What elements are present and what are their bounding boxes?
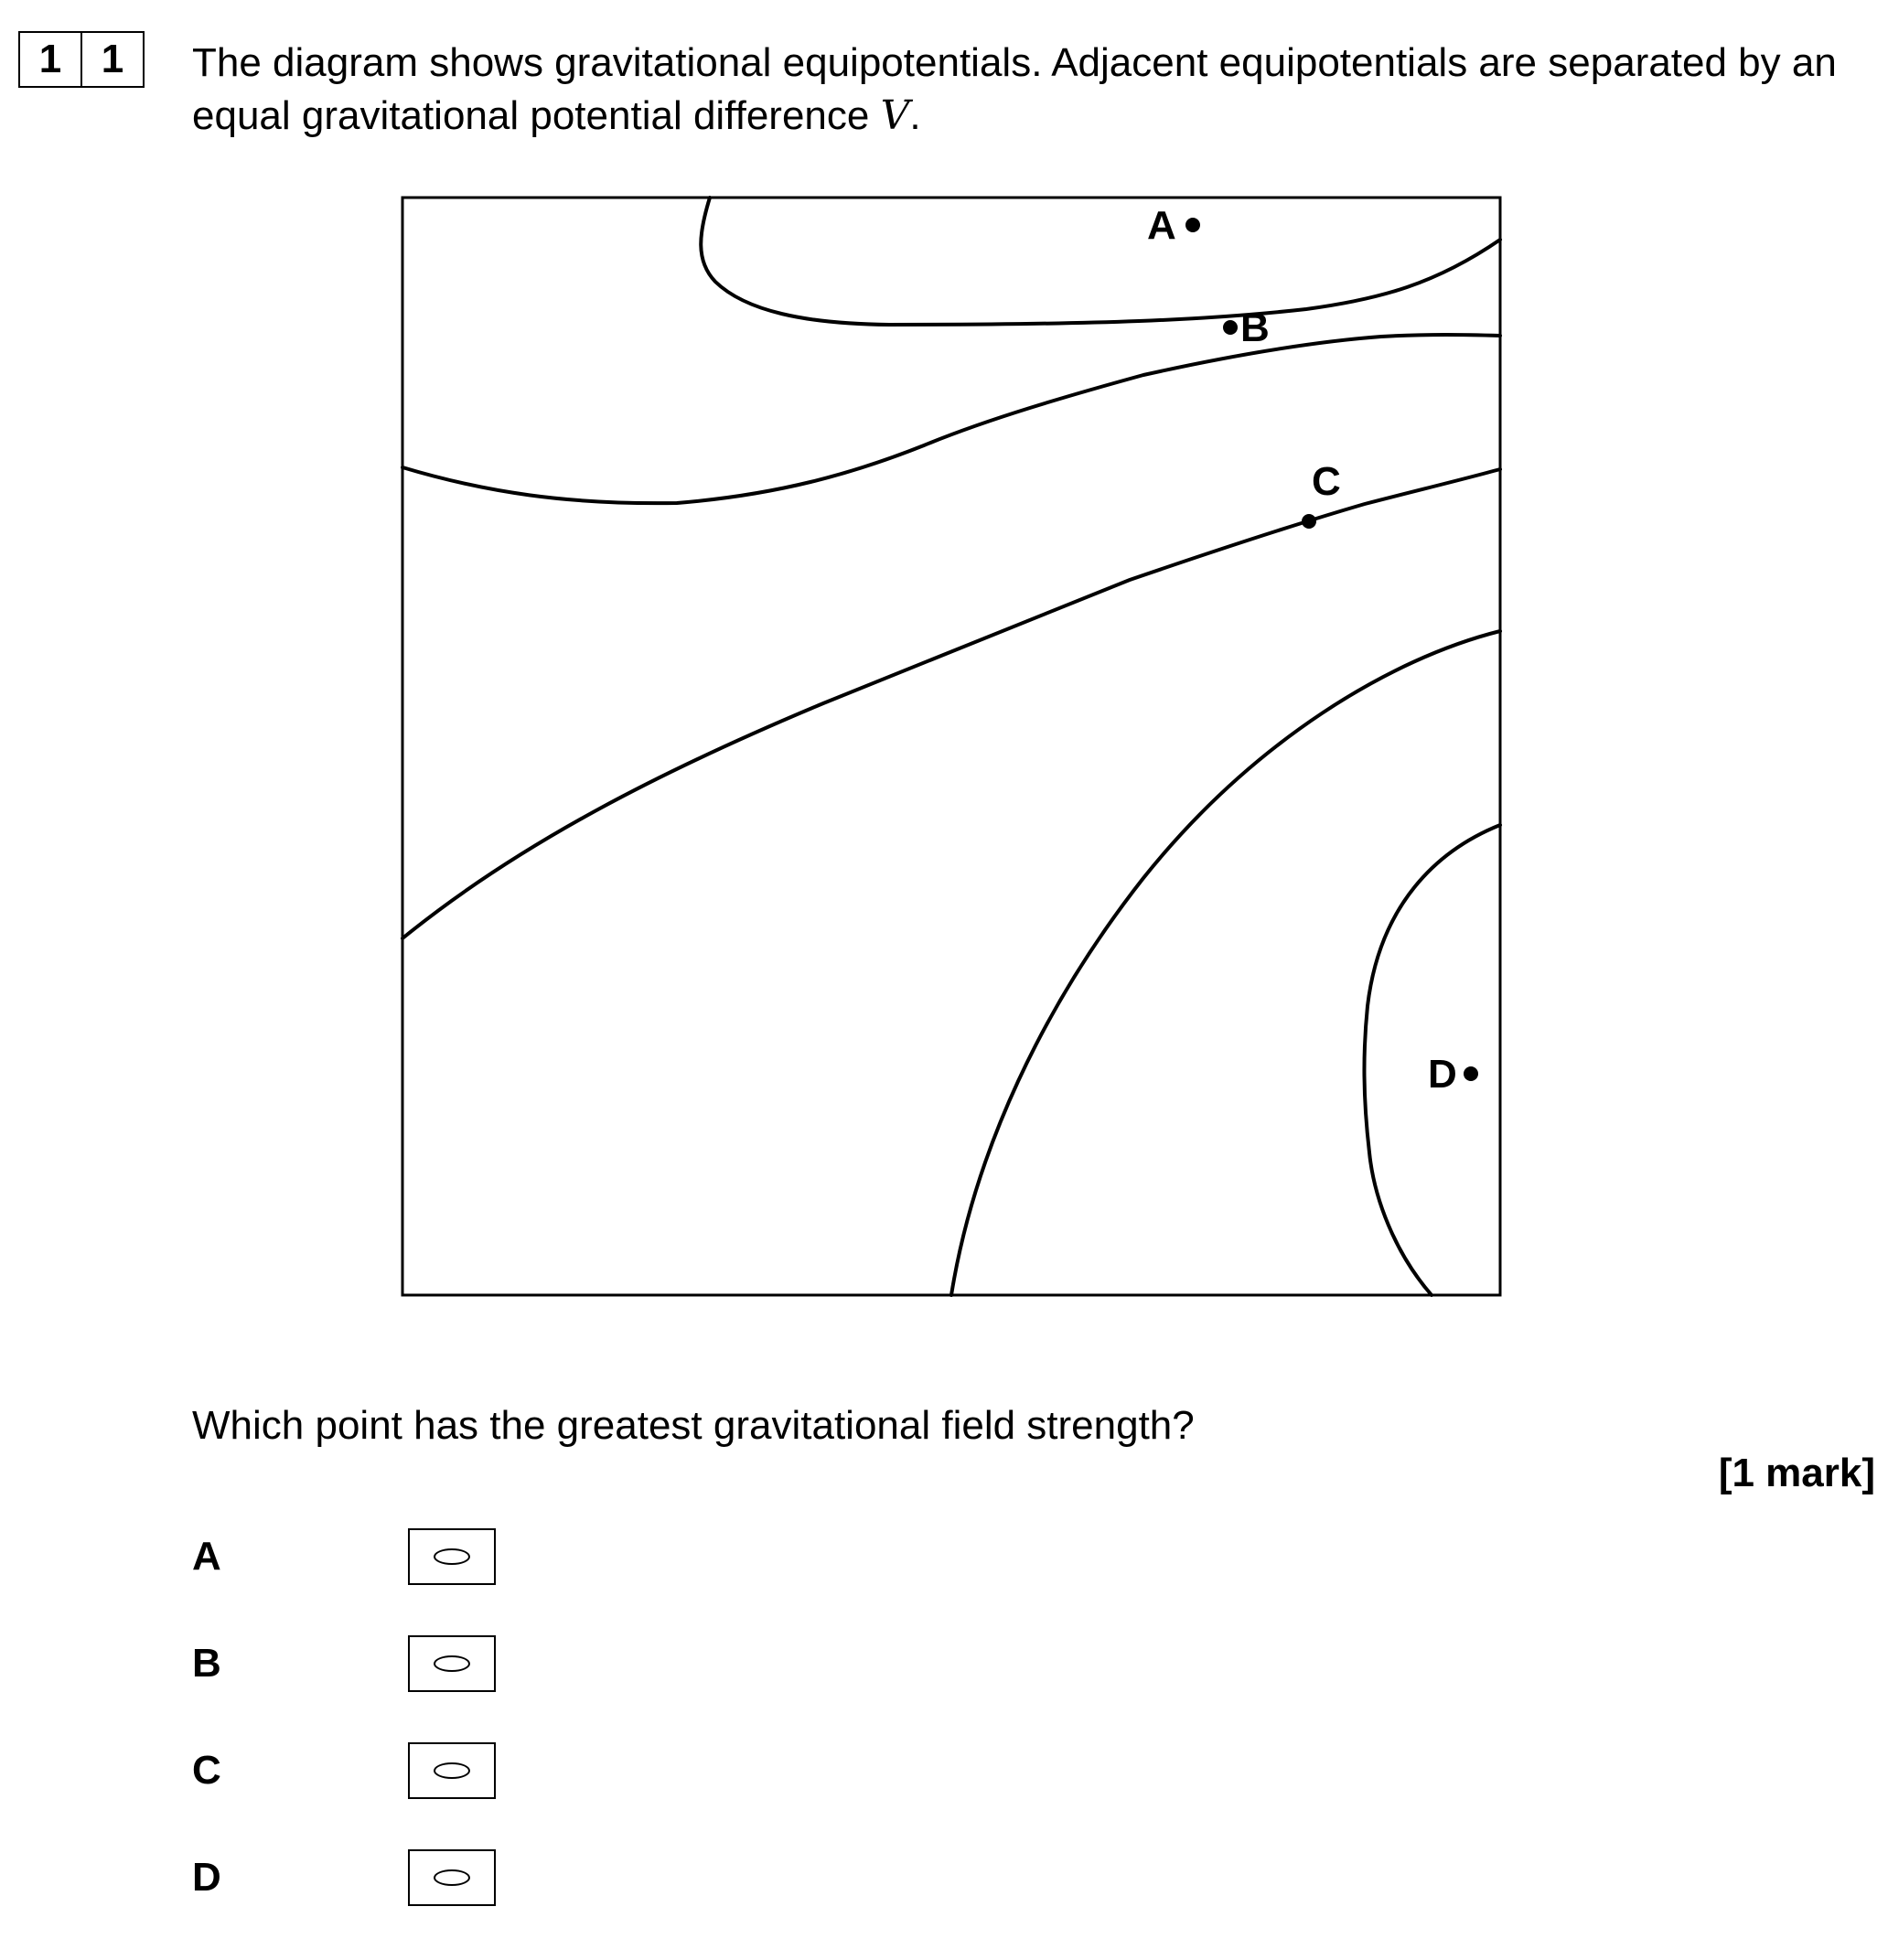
answer-oval-icon xyxy=(434,1762,470,1779)
question-number-digit-2: 1 xyxy=(80,33,143,86)
diagram-frame xyxy=(402,198,1500,1295)
point-c-marker xyxy=(1302,514,1316,529)
question-intro xyxy=(192,37,1875,143)
option-d-letter: D xyxy=(192,1855,221,1900)
option-a-answer-box[interactable] xyxy=(408,1528,496,1585)
equipotential-line-4 xyxy=(951,631,1500,1295)
option-d xyxy=(192,1848,496,1908)
option-a-letter: A xyxy=(192,1534,221,1579)
intro-text: The diagram shows gravitational equipotentials. Adjacent equipotentials are separated by an equal gravitational potential difference xyxy=(192,40,1837,138)
point-a-marker xyxy=(1185,218,1200,232)
option-a xyxy=(192,1526,496,1587)
point-b-label: B xyxy=(1240,305,1270,350)
potential-difference-variable: V xyxy=(880,92,910,139)
question-number xyxy=(18,31,145,88)
option-b-answer-box[interactable] xyxy=(408,1635,496,1692)
answer-oval-icon xyxy=(434,1548,470,1565)
option-c-answer-box[interactable] xyxy=(408,1742,496,1799)
option-c xyxy=(192,1740,496,1801)
equipotential-line-1 xyxy=(701,198,1500,325)
question-number-digit-1: 1 xyxy=(38,37,62,81)
option-c-letter: C xyxy=(192,1748,221,1793)
option-b xyxy=(192,1633,496,1694)
point-d-label: D xyxy=(1428,1052,1457,1097)
intro-end: . xyxy=(909,93,921,138)
option-b-letter: B xyxy=(192,1641,221,1686)
marks-label: [1 mark] xyxy=(1718,1451,1875,1495)
answer-oval-icon xyxy=(434,1655,470,1672)
question-prompt: Which point has the greatest gravitational field strength? xyxy=(192,1403,1195,1448)
equipotential-diagram xyxy=(384,183,1518,1317)
point-b-marker xyxy=(1223,320,1238,335)
option-d-answer-box[interactable] xyxy=(408,1849,496,1906)
answer-oval-icon xyxy=(434,1869,470,1886)
point-c-label: C xyxy=(1312,459,1341,504)
point-d-marker xyxy=(1464,1066,1478,1081)
point-a-label: A xyxy=(1147,203,1176,248)
